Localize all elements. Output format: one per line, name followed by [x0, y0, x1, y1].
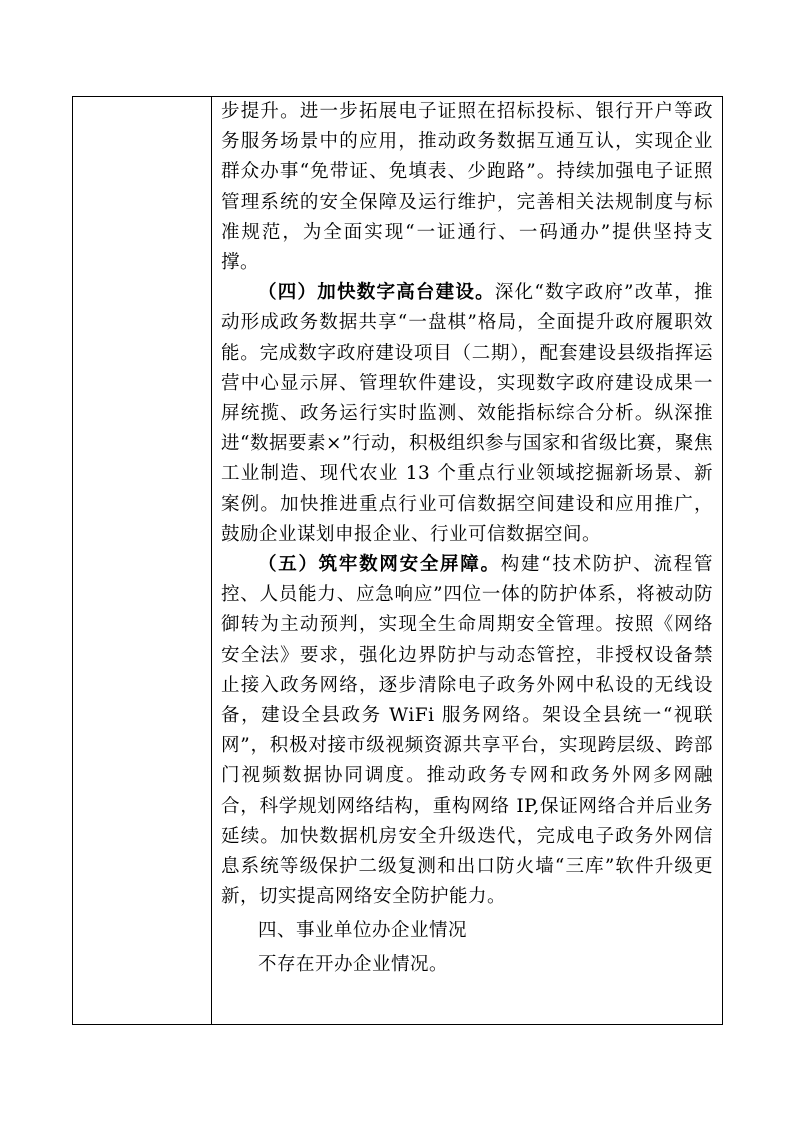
paragraph-section-5 — [221, 550, 713, 912]
closing-statement: 不存在开办企业情况。 — [258, 954, 449, 976]
section-4-title: （四）加快数字高台建设。 — [258, 282, 495, 304]
heading-four: 四、事业单位办企业情况 — [258, 920, 468, 942]
table-left-cell — [73, 97, 212, 1024]
table-right-cell — [212, 97, 722, 1024]
content-table — [72, 96, 723, 1025]
paragraph-continued: 步提升。进一步拓展电子证照在招标投标、银行开户等政务服务场景中的应用，推动政务数据互通互认，实现企业群众办事“免带证、免填表、少跑路”。持续加强电子证照管理系统的安全保障及运行维护，完善相关法规制度与标准规范，为全面实现“一证通行、一码通办”提供坚持支撑。 — [221, 101, 713, 274]
section-5-body: 构建“技术防护、流程管控、人员能力、应急响应”四位一体的防护体系，将被动防御转为主动预判，实现全生命周期安全管理。按照《网络安全法》要求，强化边界防护与动态管控，非授权设备禁止接入政务网络，逐步清除电子政务外网中私设的无线设备，建设全县政务 WiFi 服务网络。架设全县统一“视联网”，积极对接市级视频资源共享平台，实现跨层级、跨部门视频数据协同调度。推动政务专网和政务外网多网融合，科学规划网络结构，重构网络 IP,保证网络合并后业务延续。加快数据机房安全升级迭代，完成电子政务外网信息系统等级保护二级复测和出口防火墙“三库”软件升级更新，切实提高网络安全防护能力。 — [221, 554, 713, 908]
section-5-title: （五）筑牢数网安全屏障。 — [258, 554, 501, 576]
section-4-body: 深化“数字政府”改革，推动形成政务数据共享“一盘棋”格局，全面提升政府履职效能。完成数字政府建设项目（二期），配套建设县级指挥运营中心显示屏、管理软件建设，实现数字政府建设成果一屏统揽、政务运行实时监测、效能指标综合分析。纵深推进“数据要素×”行动，积极组织参与国家和省级比赛，聚焦工业制造、现代农业 13 个重点行业领域挖掘新场景、新案例。加快推进重点行业可信数据空间建设和应用推广，鼓励企业谋划申报企业、行业可信数据空间。 — [221, 282, 713, 545]
paragraph-section-4 — [221, 278, 713, 550]
